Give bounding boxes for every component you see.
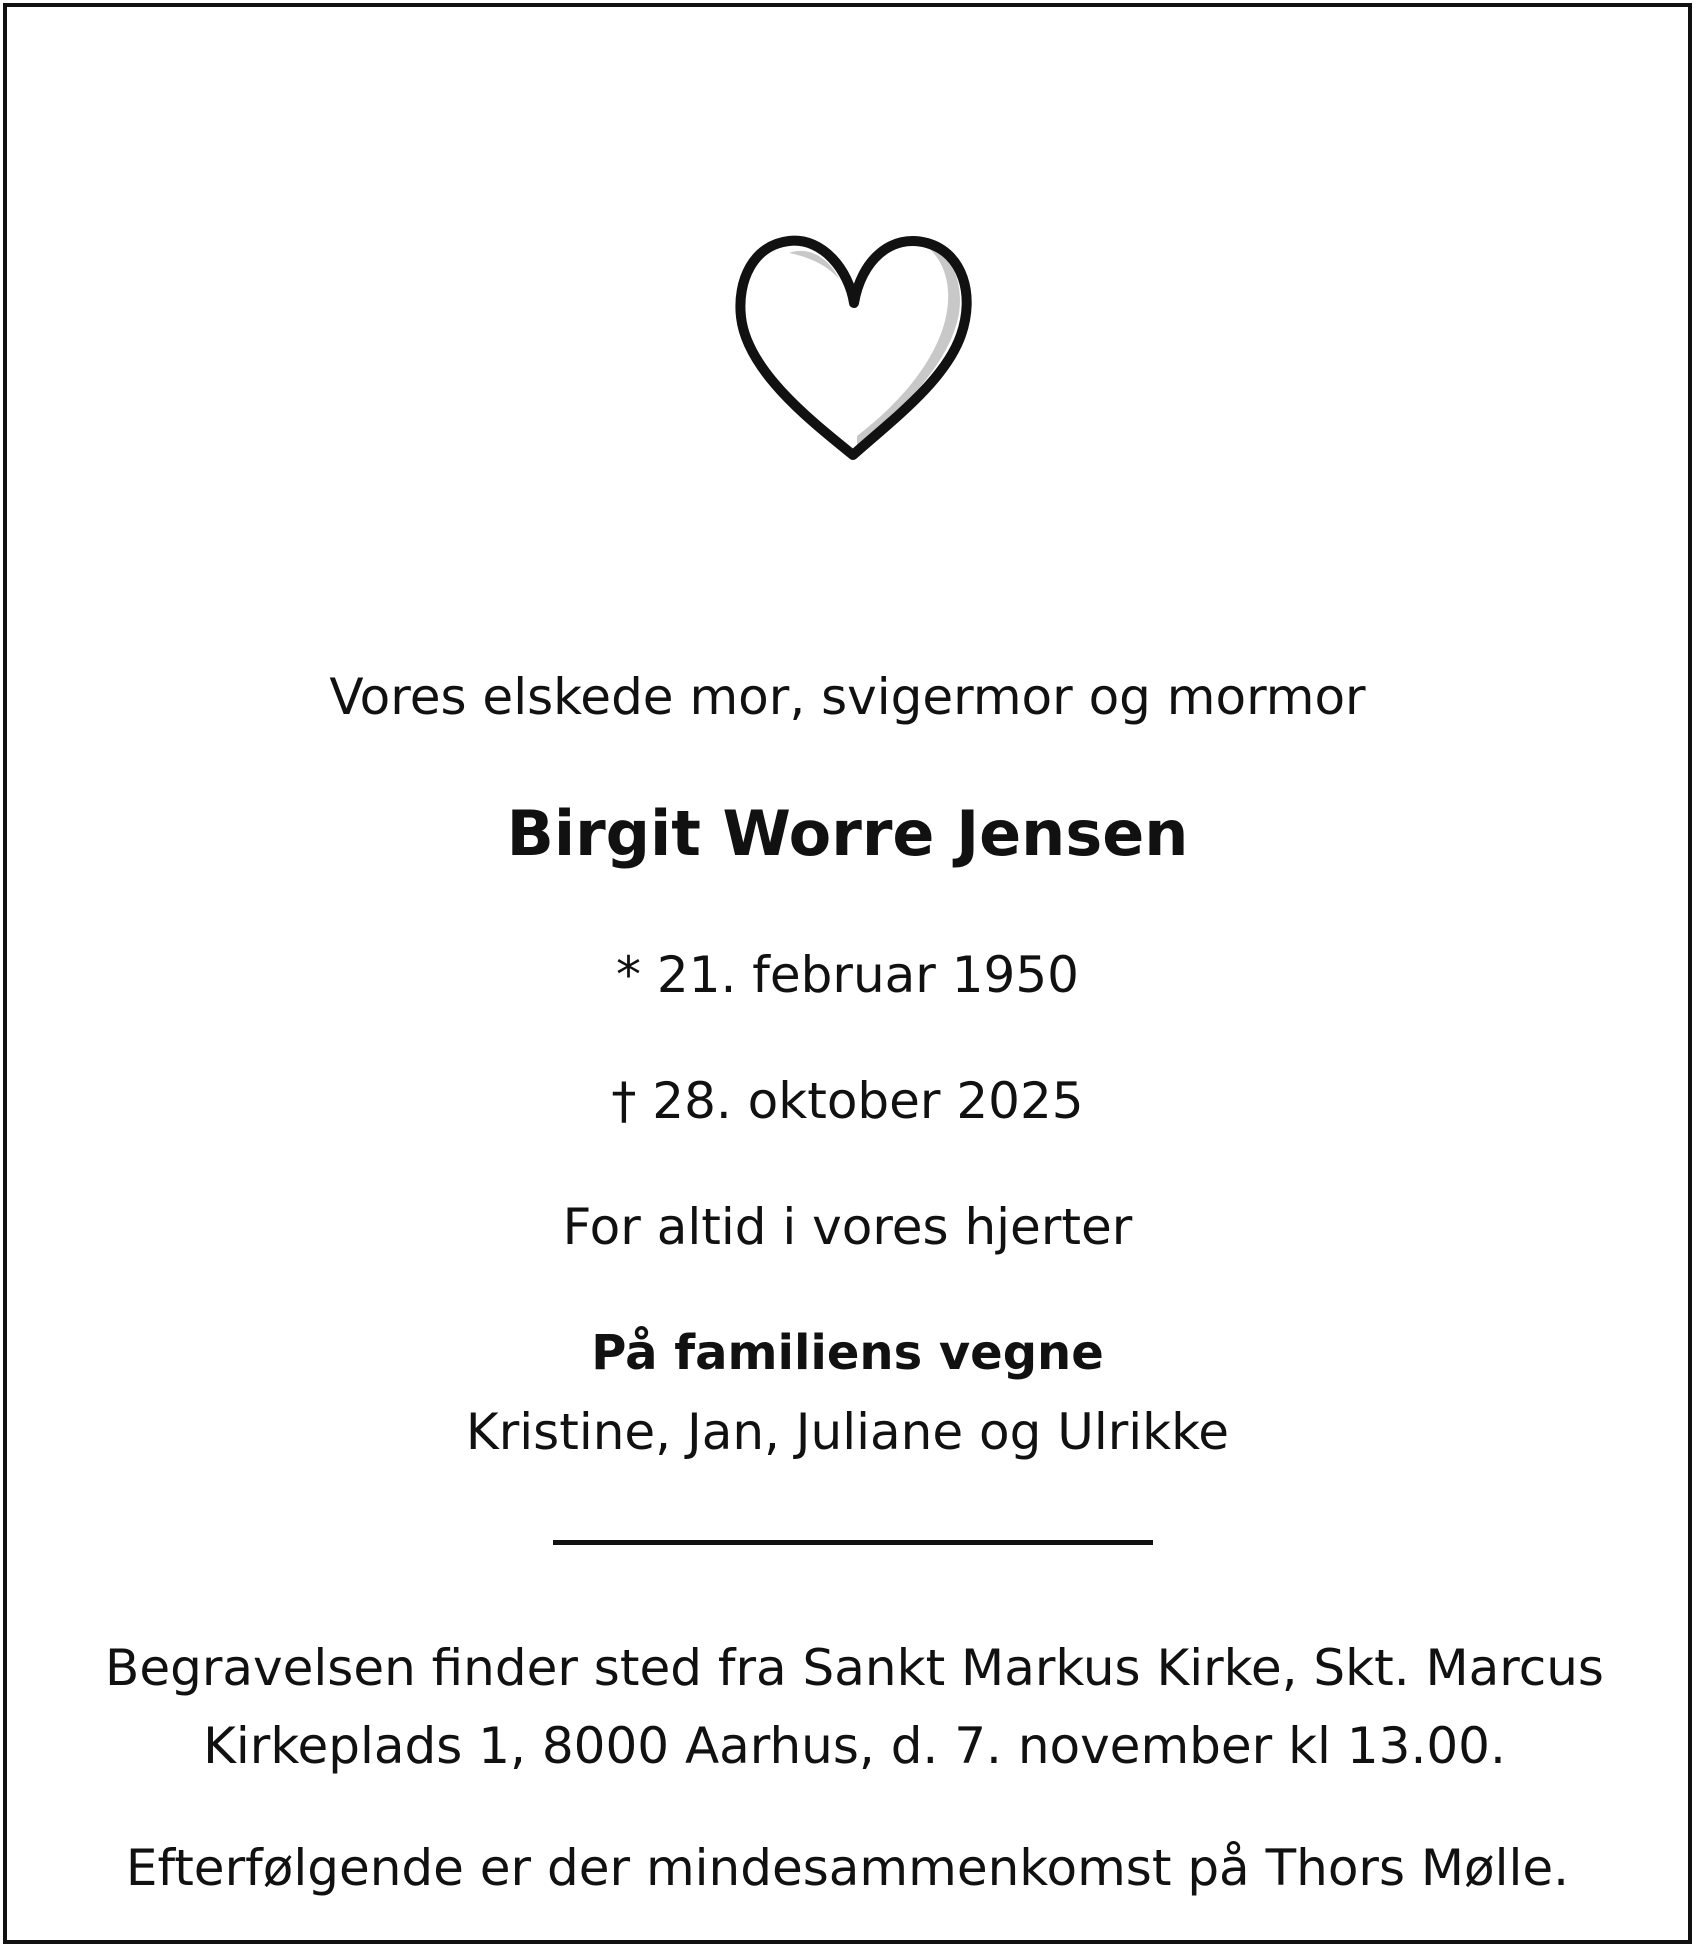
divider-line [553, 1540, 1153, 1545]
funeral-line-1: Begravelsen finder sted fra Sankt Markus Kirke, Skt. Marcus [105, 1639, 1604, 1697]
heart-icon [731, 231, 977, 461]
deceased-name: Birgit Worre Jensen [506, 797, 1189, 870]
death-date: † 28. oktober 2025 [611, 1072, 1084, 1130]
family-names: Kristine, Jan, Juliane og Ulrikke [465, 1403, 1230, 1461]
notice-frame [3, 3, 1692, 1944]
birth-date: * 21. februar 1950 [616, 946, 1079, 1004]
memory-line: For altid i vores hjerter [562, 1198, 1133, 1256]
intro-text: Vores elskede mor, svigermor og mormor [329, 668, 1366, 726]
funeral-line-2: Kirkeplads 1, 8000 Aarhus, d. 7. november kl 13.00. [203, 1717, 1506, 1775]
funeral-details [67, 1629, 1642, 1785]
after-gathering-line: Efterfølgende er der mindesammenkomst på Thors Mølle. [125, 1839, 1570, 1897]
behalf-title: På familiens vegne [591, 1325, 1104, 1381]
